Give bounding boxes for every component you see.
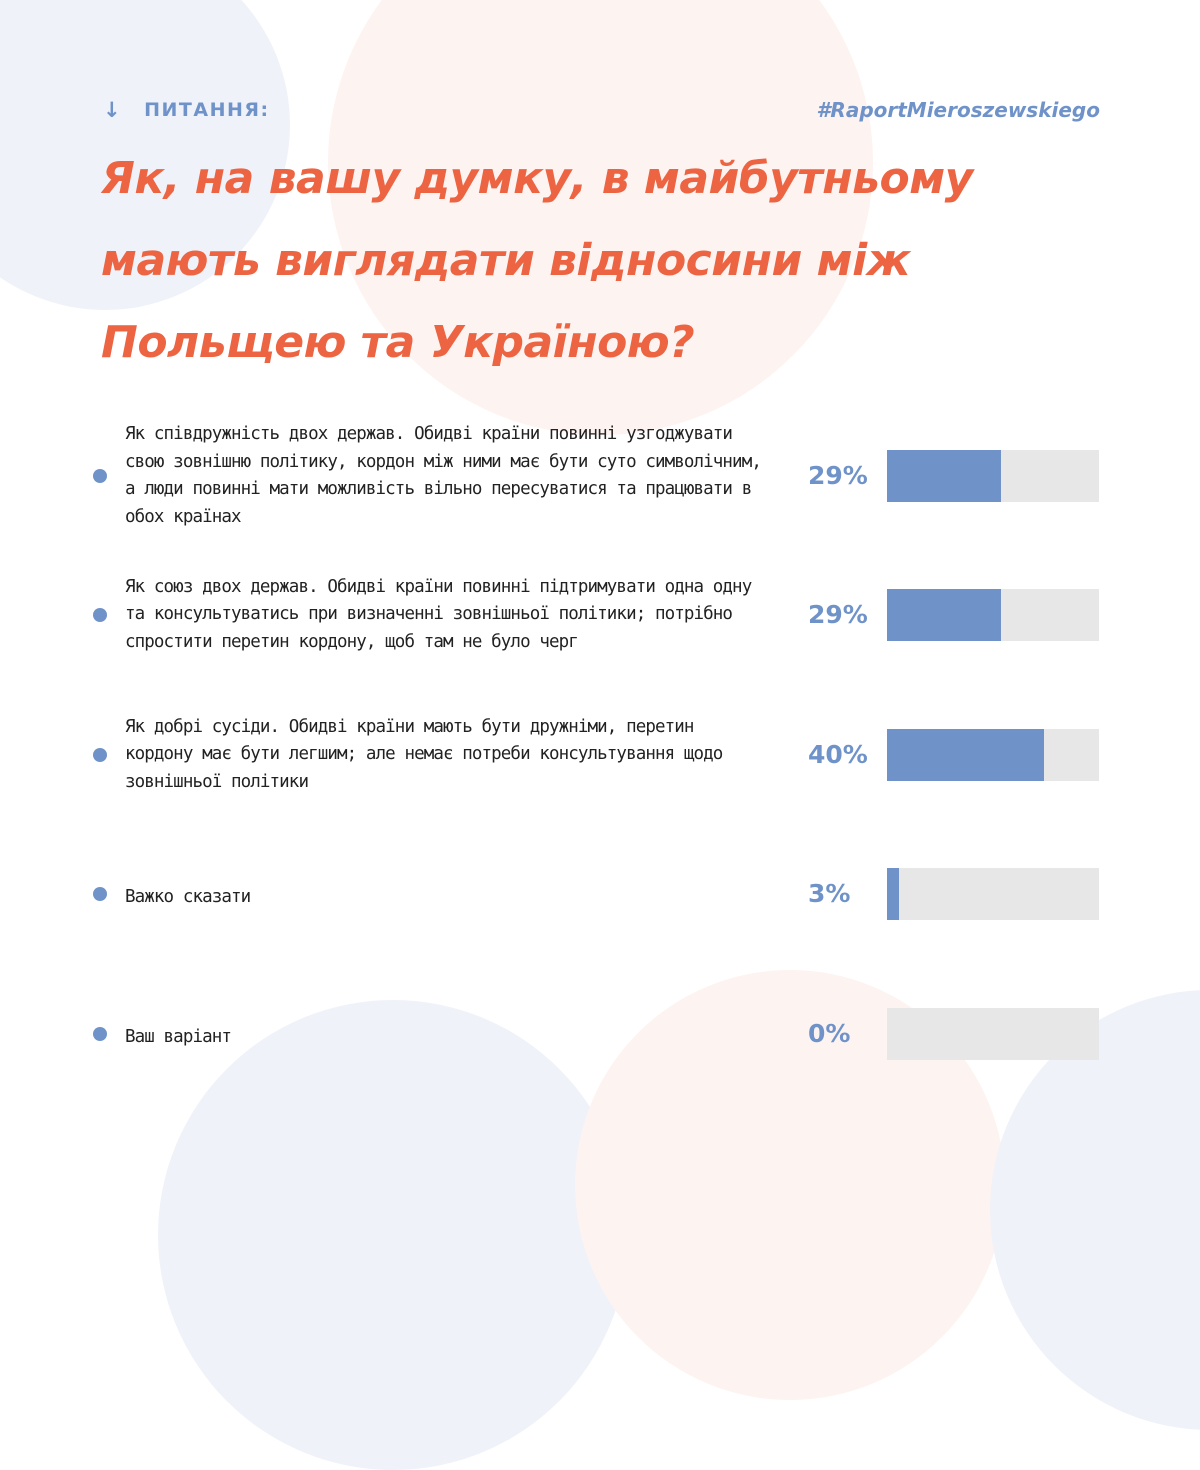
value-label: 3% xyxy=(808,879,851,908)
bar-track xyxy=(887,729,1099,781)
bar-track xyxy=(887,450,1099,502)
bar xyxy=(887,868,899,920)
category-label: Як співдружність двох держав. Обидві країни повинні узгоджувати свою зовнішню політику, кордон між ними має бути суто символічним, а люди повинні мати можливість вільно пересуватися та працювати в обох країнах xyxy=(125,424,761,527)
category-label: Важко сказати xyxy=(125,887,251,908)
value-label: 0% xyxy=(808,1019,851,1048)
question-label-text: ПИТАННЯ: xyxy=(144,99,270,121)
bullet-icon xyxy=(93,608,107,622)
bullet-icon xyxy=(93,748,107,762)
bar xyxy=(887,729,1044,781)
bullet-icon xyxy=(93,469,107,483)
bullet-icon xyxy=(93,1027,107,1041)
value-label: 29% xyxy=(808,461,868,490)
bar-track xyxy=(887,1008,1099,1060)
bar xyxy=(887,450,1001,502)
hashtag: #RaportMieroszewskiego xyxy=(816,98,1100,122)
bar xyxy=(887,589,1001,641)
value-label: 40% xyxy=(808,740,868,769)
chart-title: Як, на вашу думку, в майбутньому мають виглядати відносини між Польщею та Україною? xyxy=(101,153,973,368)
category-label: Як союз двох держав. Обидві країни повинні підтримувати одна одну та консультуватись при визначенні зовнішньої політики; потрібно спростити перетин кордону, щоб там не було черг xyxy=(125,576,752,652)
category-label: Ваш варіант xyxy=(125,1027,231,1048)
arrow-down-icon: ↓ xyxy=(103,98,123,122)
bullet-icon xyxy=(93,887,107,901)
bar-track xyxy=(887,589,1099,641)
bar-track xyxy=(887,868,1099,920)
category-label: Як добрі сусіди. Обидві країни мають бути дружніми, перетин кордону має бути легшим; але немає потреби консультування щодо зовнішньої політики xyxy=(125,716,723,792)
value-label: 29% xyxy=(808,600,868,629)
